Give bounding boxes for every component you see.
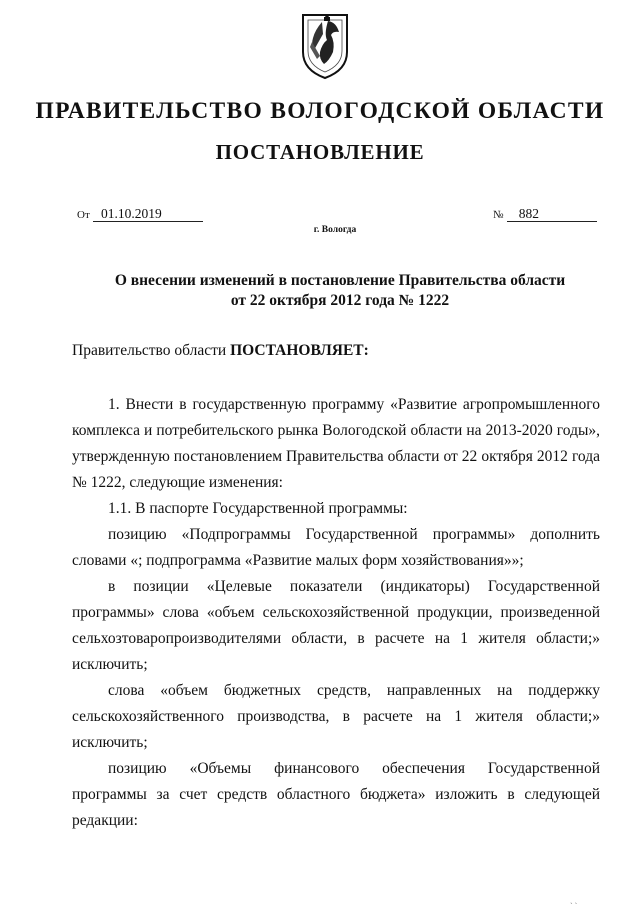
document-number xyxy=(493,206,597,222)
date-value: 01.10.2019 xyxy=(93,207,203,222)
document-type: ПОСТАНОВЛЕНИЕ xyxy=(215,140,425,164)
document-date xyxy=(77,206,203,222)
body-paragraph: слова «объем бюджетных средств, направленных на поддержку сельскохозяйственного производства, в расчете на 1 жителя области;» исключить; xyxy=(72,682,600,751)
body-paragraph: позицию «Подпрограммы Государственной программы» дополнить словами «; подпрограмма «Развитие малых форм хозяйствования»»; xyxy=(72,526,600,569)
decree-verb: ПОСТАНОВЛЯЕТ: xyxy=(230,342,369,359)
decree-statement xyxy=(72,342,369,360)
decree-prefix: Правительство области xyxy=(72,342,231,359)
vologda-coat-of-arms-icon xyxy=(300,12,350,80)
number-label: № xyxy=(493,209,504,221)
government-title: ПРАВИТЕЛЬСТВО ВОЛОГОДСКОЙ ОБЛАСТИ xyxy=(35,98,605,124)
number-value: 882 xyxy=(507,207,597,222)
scan-mark: ˎ ˏ xyxy=(570,895,578,904)
subject-line-1: О внесении изменений в постановление Правительства области xyxy=(114,272,566,289)
city: г. Вологда xyxy=(313,225,357,235)
body-paragraph: 1. Внести в государственную программу «Развитие агропромышленного комплекса и потребительского рынка Вологодской области на 2013-2020 годы», утвержденную постановлением Правительства области от 22 октября 2012 года № 1222, следующие изменения: xyxy=(72,396,600,491)
document-subject xyxy=(40,271,640,311)
body-paragraph: 1.1. В паспорте Государственной программы: xyxy=(108,500,408,517)
document-body xyxy=(72,392,600,834)
date-label: От xyxy=(77,209,90,221)
body-paragraph: позицию «Объемы финансового обеспечения Государственной программы за счет средств областного бюджета» изложить в следующей редакции: xyxy=(72,760,600,829)
subject-line-2: от 22 октября 2012 года № 1222 xyxy=(230,292,450,309)
body-paragraph: в позиции «Целевые показатели (индикаторы) Государственной программы» слова «объем сельскохозяйственной продукции, произведенной сельхозтоваропроизводителями области, в расчете на 1 жителя области;» исключить; xyxy=(72,578,600,673)
